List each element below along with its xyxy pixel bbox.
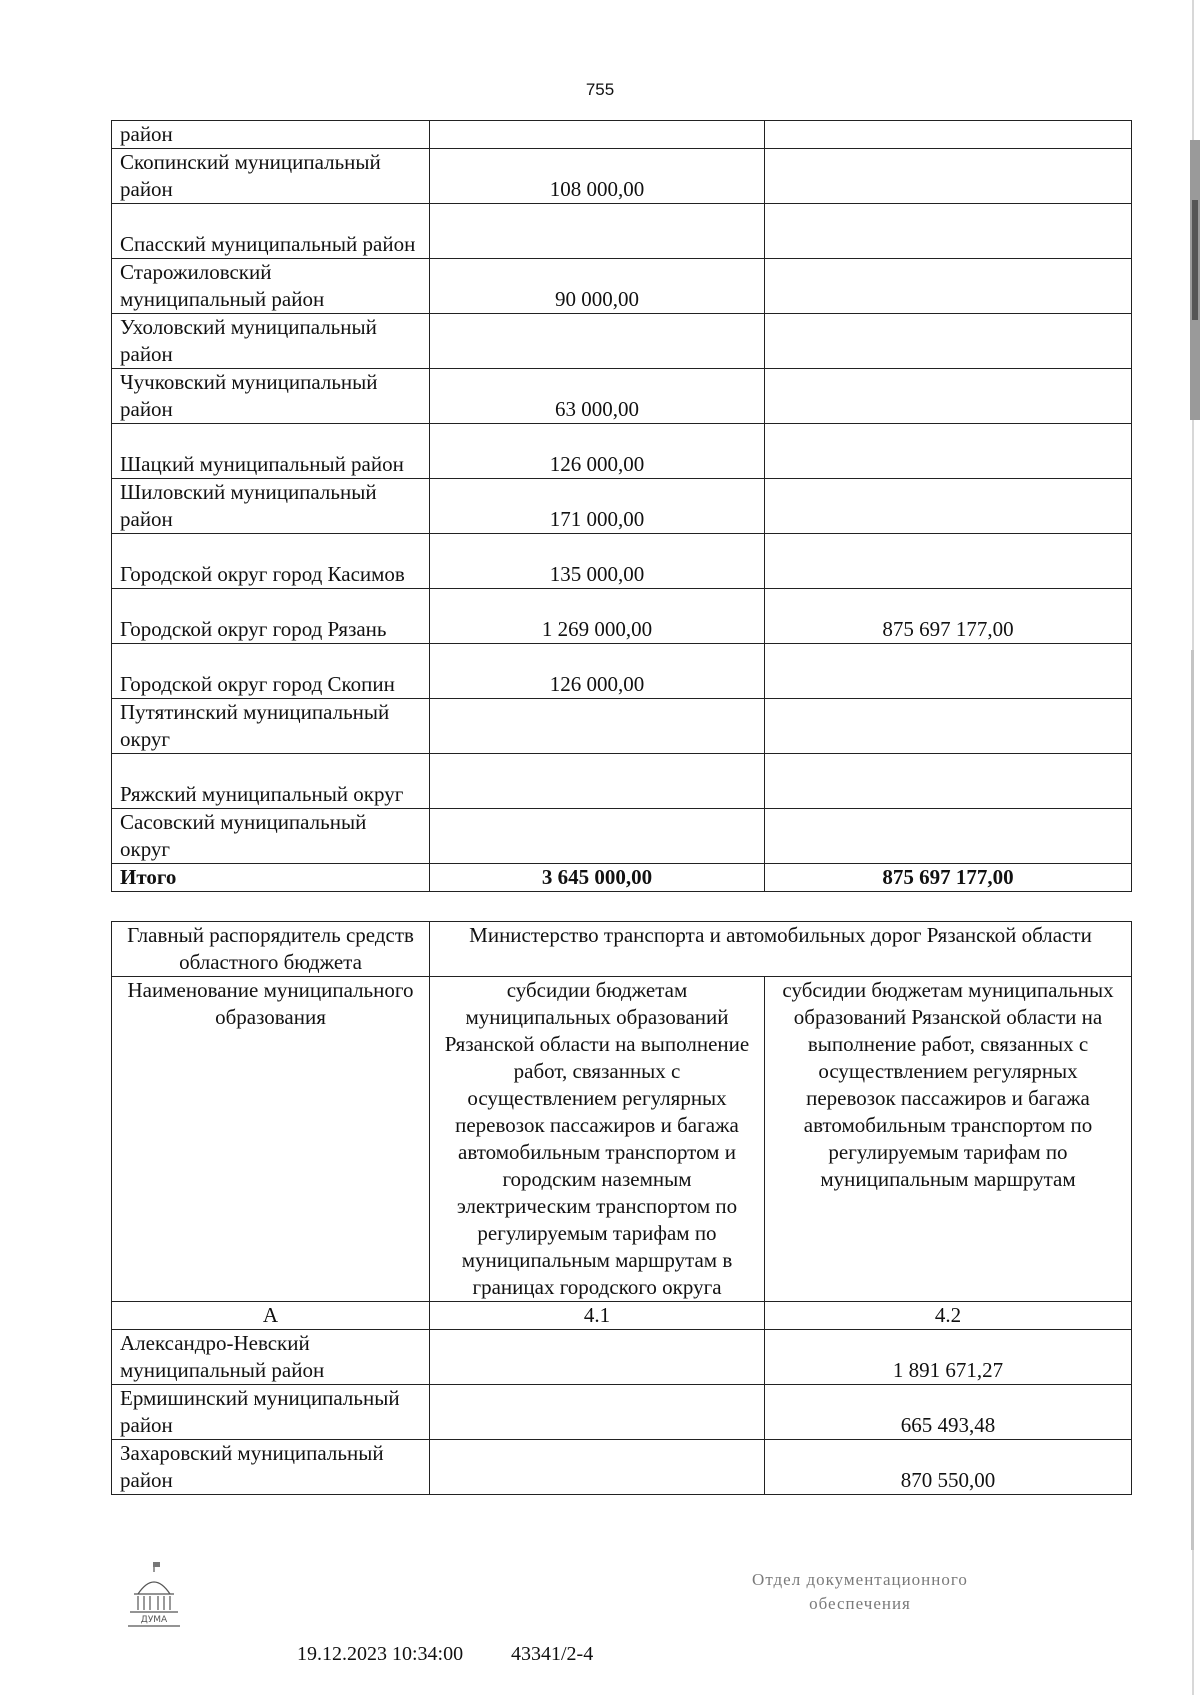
- amount-col2: [765, 204, 1132, 259]
- page-number: 755: [585, 80, 615, 99]
- column-header-row: [112, 977, 1132, 1302]
- municipality-name: Ермишинский муниципальный район: [112, 1385, 430, 1440]
- table-row: [112, 149, 1132, 204]
- amount-col2: [765, 479, 1132, 534]
- amount-col2: 665 493,48: [765, 1385, 1132, 1440]
- amount-col1: 135 000,00: [430, 534, 765, 589]
- amount-col2: [765, 809, 1132, 864]
- budget-administrator-value: Министерство транспорта и автомобильных дорог Рязанской области: [430, 922, 1132, 977]
- municipality-name: Захаровский муниципальный район: [112, 1440, 430, 1495]
- amount-col1: [430, 754, 765, 809]
- amount-col2: [765, 424, 1132, 479]
- column-code-name: А: [112, 1302, 430, 1330]
- amount-col1: 108 000,00: [430, 149, 765, 204]
- column-code-row: [112, 1302, 1132, 1330]
- table-row: [112, 479, 1132, 534]
- column-header-name: Наименование муниципального образования: [112, 977, 430, 1302]
- document-number: 43341/2-4: [511, 1643, 594, 1665]
- amount-col2: 870 550,00: [765, 1440, 1132, 1495]
- amount-col2: [765, 644, 1132, 699]
- amount-col2: [765, 699, 1132, 754]
- table-row: [112, 644, 1132, 699]
- municipality-name: Скопинский муниципальный район: [112, 149, 430, 204]
- amount-col2: [765, 149, 1132, 204]
- total-col2: 875 697 177,00: [765, 864, 1132, 892]
- amount-col1: [430, 699, 765, 754]
- municipality-name: Спасский муниципальный район: [112, 204, 430, 259]
- budget-administrator-label: Главный распорядитель средств областного бюджета: [112, 922, 430, 977]
- table-row: [112, 1330, 1132, 1385]
- amount-col2: [765, 534, 1132, 589]
- municipality-name: Городской округ город Скопин: [112, 644, 430, 699]
- column-code-col1: 4.1: [430, 1302, 765, 1330]
- table-row: [112, 259, 1132, 314]
- table-row: [112, 534, 1132, 589]
- table-row: [112, 699, 1132, 754]
- amount-col2: [765, 314, 1132, 369]
- amount-col1: 126 000,00: [430, 424, 765, 479]
- scan-edge-artifact: [1188, 0, 1200, 1695]
- municipality-name: Городской округ город Рязань: [112, 589, 430, 644]
- municipality-name: Ухоловский муниципальный район: [112, 314, 430, 369]
- table-row: [112, 809, 1132, 864]
- amount-col2: [765, 259, 1132, 314]
- stamp-line-1: Отдел документационного: [752, 1570, 968, 1589]
- amount-col1: 126 000,00: [430, 644, 765, 699]
- total-label: Итого: [112, 864, 430, 892]
- amount-col1: [430, 121, 765, 149]
- amount-col1: [430, 204, 765, 259]
- table-row: [112, 121, 1132, 149]
- amount-col2: 875 697 177,00: [765, 589, 1132, 644]
- municipality-name: Старожиловский муниципальный район: [112, 259, 430, 314]
- total-col1: 3 645 000,00: [430, 864, 765, 892]
- amount-col1: [430, 1330, 765, 1385]
- municipality-name: район: [112, 121, 430, 149]
- amount-col2: [765, 121, 1132, 149]
- amount-col1: 63 000,00: [430, 369, 765, 424]
- table-row: [112, 314, 1132, 369]
- municipality-name: Шацкий муниципальный район: [112, 424, 430, 479]
- municipality-name: Шиловский муниципальный район: [112, 479, 430, 534]
- municipality-name: Путятинский муниципальный округ: [112, 699, 430, 754]
- table-row: [112, 589, 1132, 644]
- table-row: [112, 424, 1132, 479]
- amount-col1: 90 000,00: [430, 259, 765, 314]
- amount-col1: [430, 1440, 765, 1495]
- column-code-col2: 4.2: [765, 1302, 1132, 1330]
- amount-col1: 1 269 000,00: [430, 589, 765, 644]
- svg-text:ДУМА: ДУМА: [140, 1615, 168, 1625]
- print-datetime: 19.12.2023 10:34:00: [297, 1643, 464, 1665]
- municipality-name: Александро-Невский муниципальный район: [112, 1330, 430, 1385]
- table-row: [112, 369, 1132, 424]
- table-row: [112, 1440, 1132, 1495]
- municipality-name: Чучковский муниципальный район: [112, 369, 430, 424]
- department-stamp: [700, 1568, 1020, 1616]
- header-row: [112, 922, 1132, 977]
- duma-logo-icon: [126, 1560, 182, 1630]
- amount-col1: [430, 1385, 765, 1440]
- column-header-col1: субсидии бюджетам муниципальных образований Рязанской области на выполнение работ, связанных с осуществлением регулярных перевозок пассажиров и багажа автомобильным транспортом и городским наземным электрическим транспортом по регулируемым тарифам по муниципальным маршрутам в границах городского округа: [430, 977, 765, 1302]
- amount-col1: [430, 314, 765, 369]
- column-header-col2: субсидии бюджетам муниципальных образований Рязанской области на выполнение работ, связанных с осуществлением регулярных перевозок пассажиров и багажа автомобильным транспортом по регулируемым тарифам по муниципальным маршрутам: [765, 977, 1132, 1302]
- table-row: [112, 754, 1132, 809]
- amount-col1: 171 000,00: [430, 479, 765, 534]
- amount-col2: [765, 754, 1132, 809]
- amount-col2: 1 891 671,27: [765, 1330, 1132, 1385]
- municipality-name: Городской округ город Касимов: [112, 534, 430, 589]
- table-row: [112, 204, 1132, 259]
- stamp-line-2: обеспечения: [809, 1594, 911, 1613]
- total-row: [112, 864, 1132, 892]
- allocation-table-bottom: [111, 921, 1132, 1495]
- municipality-name: Сасовский муниципальный округ: [112, 809, 430, 864]
- allocation-table-top: [111, 120, 1132, 892]
- amount-col1: [430, 809, 765, 864]
- amount-col2: [765, 369, 1132, 424]
- table-row: [112, 1385, 1132, 1440]
- municipality-name: Ряжский муниципальный округ: [112, 754, 430, 809]
